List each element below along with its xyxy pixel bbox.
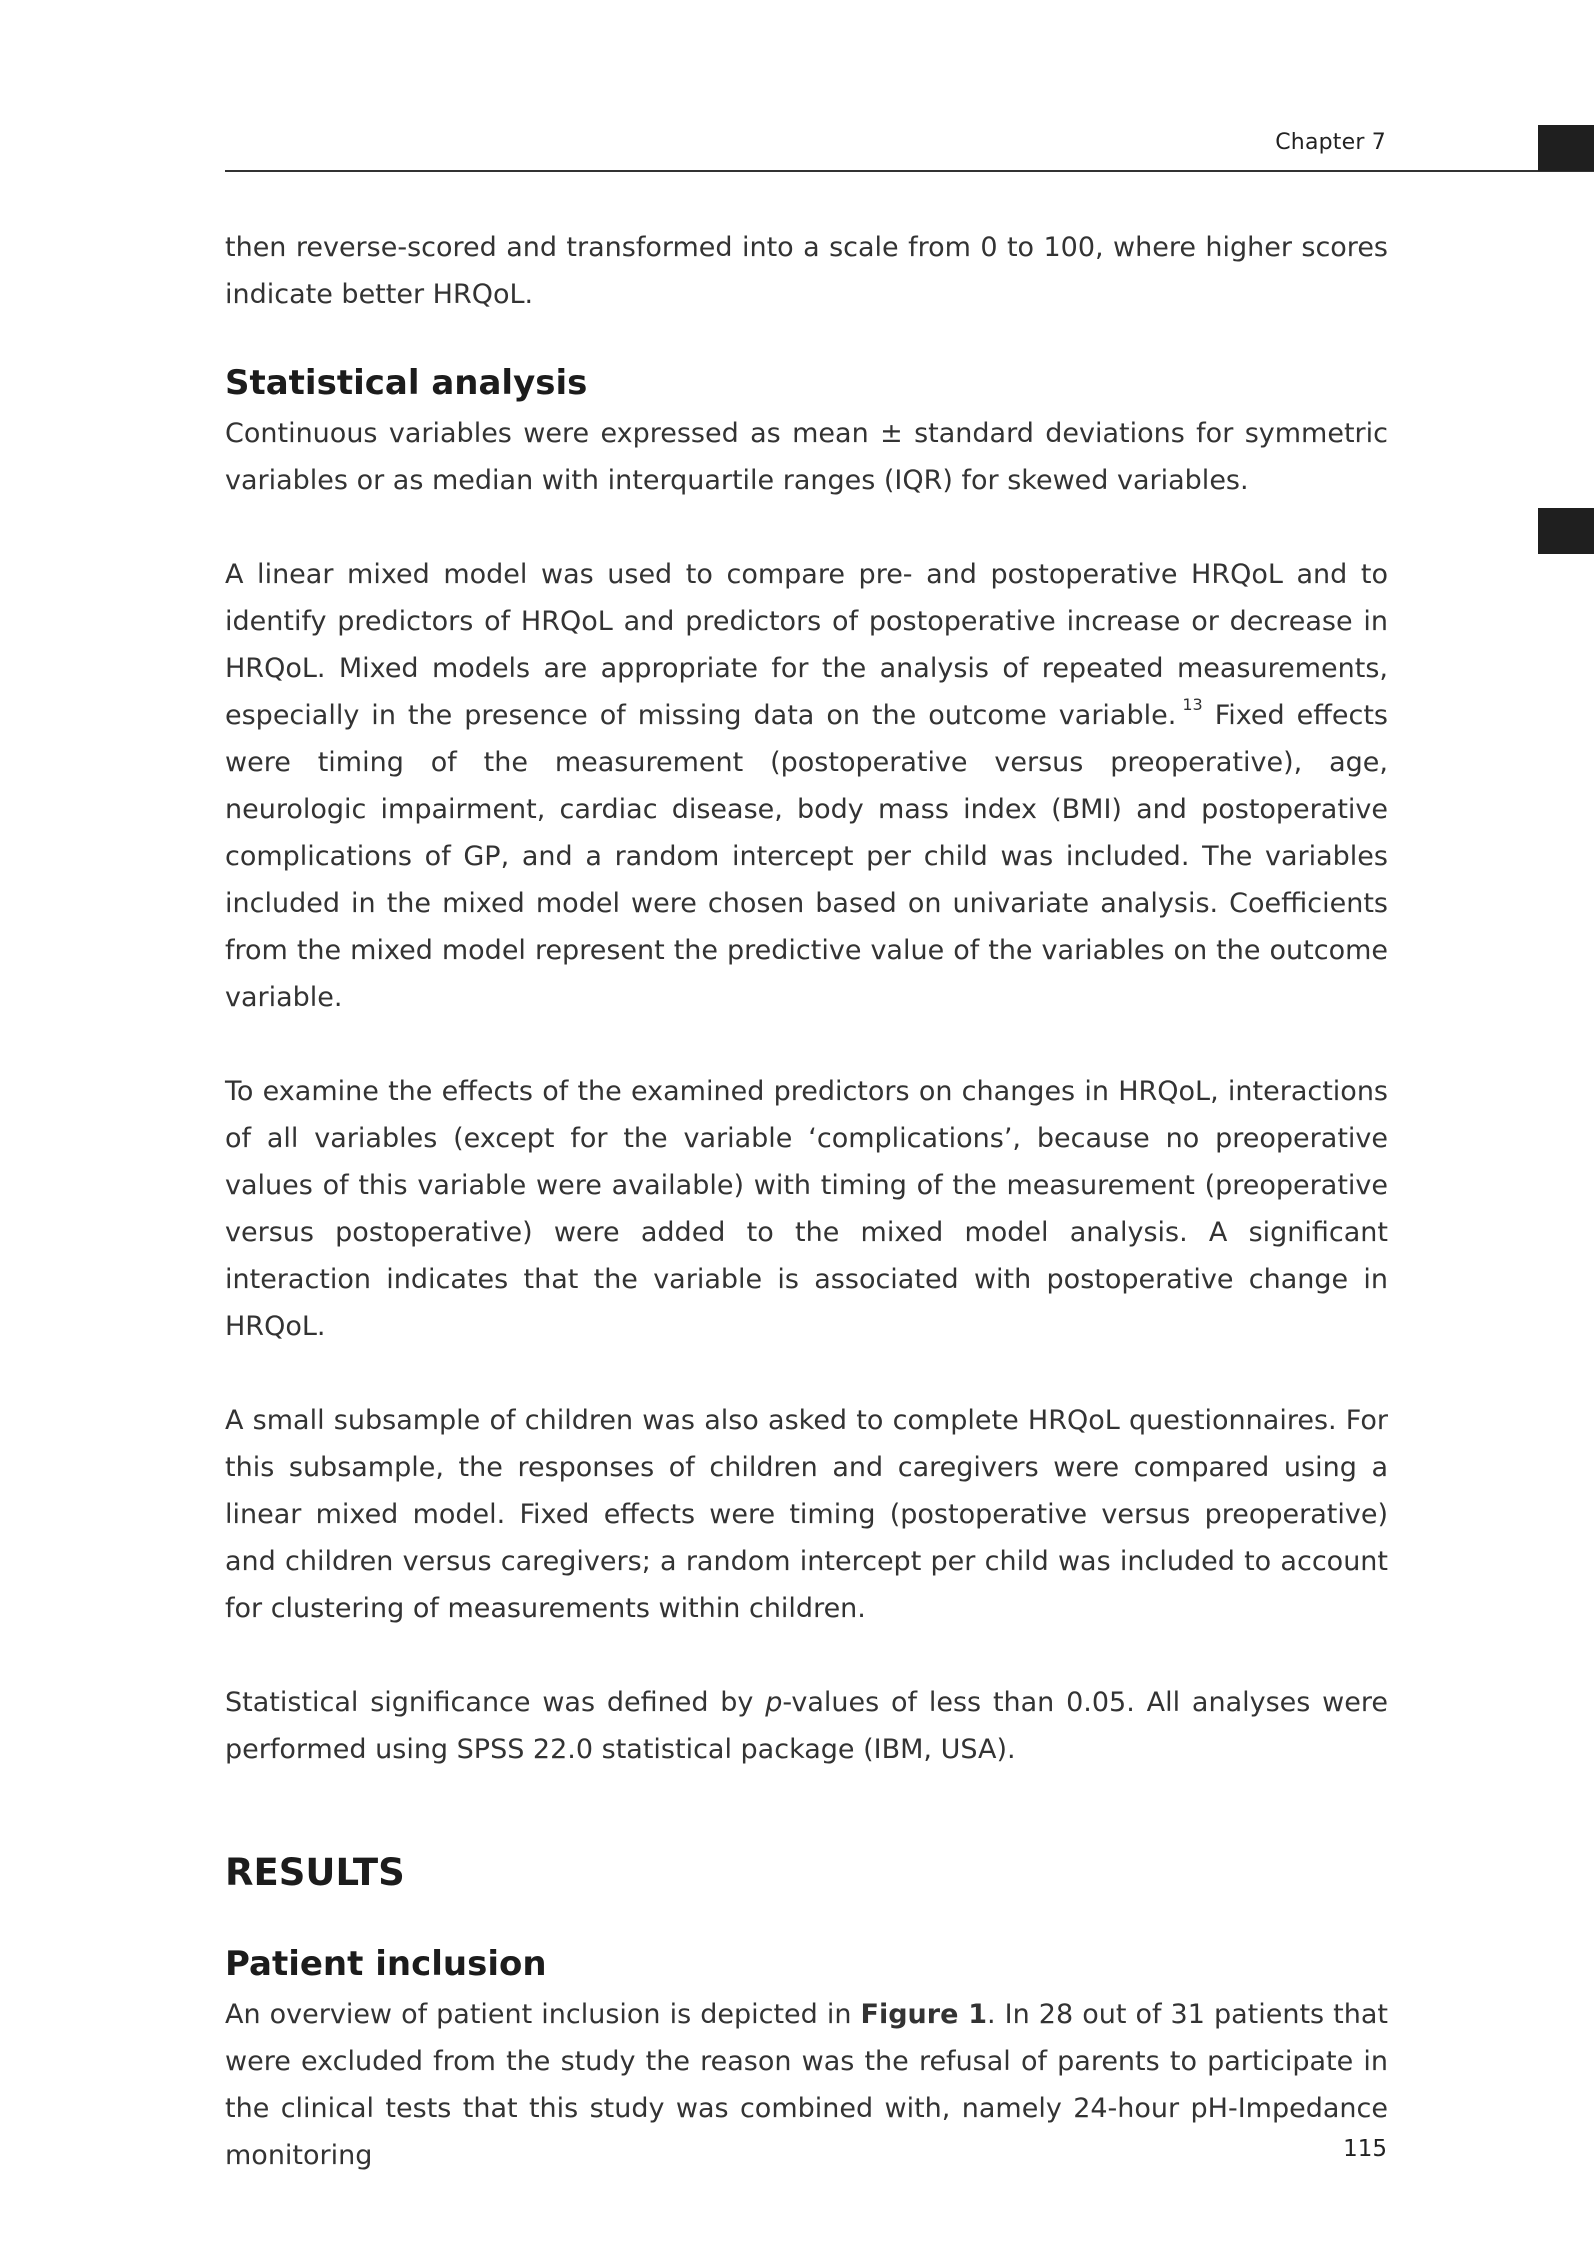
stat-paragraph-4: A small subsample of children was also asked to complete HRQoL questionnaires. For this subsample, the responses of children and caregivers were compared using a linear mixed model. Fixed effects were timing (postoperative versus preoperative) and children versus caregivers; a random intercept per child was included to account for clustering of measurements within children. [225,1405,1388,1624]
p-value-italic: p [765,1687,783,1718]
citation-reference: 13 [1182,695,1203,714]
running-header-chapter: Chapter 7 [1275,130,1386,155]
stat-paragraph-1: Continuous variables were expressed as mean ± standard deviations for symmetric variables or as median with interquartile ranges (IQR) for skewed variables. [225,418,1388,496]
chapter-thumb-marker [1538,508,1594,554]
stat-paragraph-2-text-b: Fixed effects were timing of the measurement (postoperative versus preoperative), age, neurologic impairment, cardiac disease, body mass index (BMI) and postoperative complications of GP, and a random intercept per child was included. The variables included in the mixed model were chosen based on univariate analysis. Coefficients from the mixed model represent the predictive value of the variables on the outcome variable. [225,700,1388,1013]
stat-paragraph-3: To examine the effects of the examined predictors on changes in HRQoL, interactions of all variables (except for the variable ‘complications’, because no preoperative values of this variable were available) with timing of the measurement (preoperative versus postoperative) were added to the mixed model analysis. A significant interaction indicates that the variable is associated with postoperative change in HRQoL. [225,1076,1388,1342]
patient-inclusion-text-b: . In 28 out of 31 patients that were excluded from the study the reason was the refusal of parents to participate in the clinical tests that this study was combined with, namely 24-hour pH-Impedance monitoring [225,1999,1388,2171]
header-rule [225,170,1594,172]
stat-paragraph-5-text-b: -values of less than 0.05. All analyses were performed using SPSS 22.0 statistical package (IBM, USA). [225,1687,1388,1765]
stat-paragraph-2 [225,551,1388,1021]
chapter-tab-marker [1538,125,1594,171]
paragraph-gap [225,1632,1388,1679]
intro-paragraph: then reverse-scored and transformed into a scale from 0 to 100, where higher scores indicate better HRQoL. [225,232,1388,310]
statistical-analysis-heading: Statistical analysis [225,363,588,403]
paragraph-gap [225,1350,1388,1397]
paragraph-gap [225,504,1388,551]
results-heading: RESULTS [225,1851,405,1894]
patient-inclusion-heading: Patient inclusion [225,1944,547,1984]
figure-1-reference: Figure 1 [860,1999,988,2030]
patient-inclusion-paragraph [225,1991,1388,2179]
page-number: 115 [1343,2136,1387,2162]
page-content [225,224,1388,2179]
stat-paragraph-5 [225,1679,1388,1773]
stat-paragraph-2-text-a: A linear mixed model was used to compare pre- and postoperative HRQoL and to identify predictors of HRQoL and predictors of postoperative increase or decrease in HRQoL. Mixed models are appropriate for the analysis of repeated measurements, especially in the presence of missing data on the outcome variable. [225,559,1388,731]
paragraph-gap [225,1021,1388,1068]
stat-paragraph-5-text-a: Statistical significance was defined by [225,1687,766,1718]
patient-inclusion-text-a: An overview of patient inclusion is depicted in [225,1999,861,2030]
